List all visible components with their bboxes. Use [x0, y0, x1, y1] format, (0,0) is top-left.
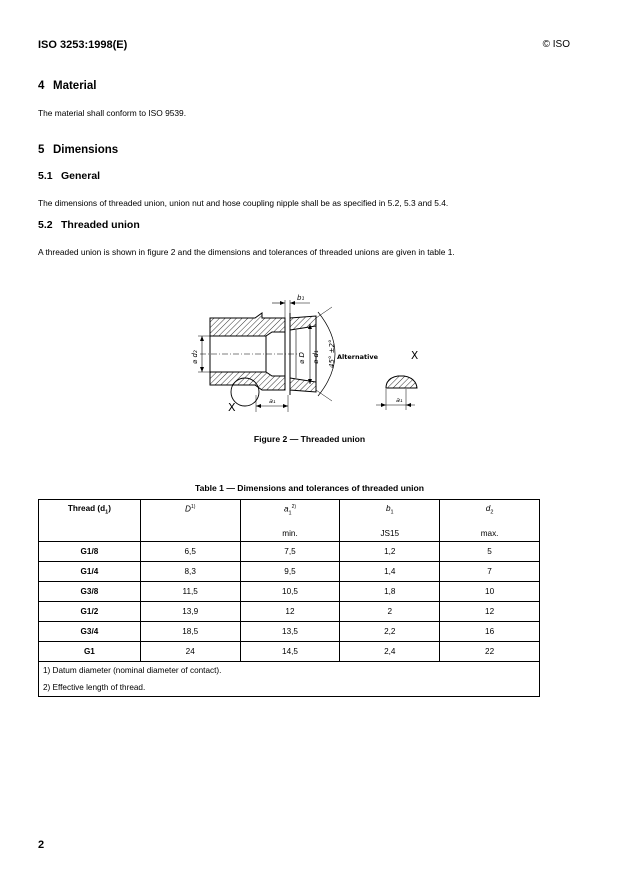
copyright: © ISO [542, 39, 570, 50]
table-row [39, 642, 540, 662]
threaded-union-drawing [0, 0, 619, 430]
label-alternative: Alternative [337, 353, 378, 361]
cell-d2: 22 [440, 642, 540, 662]
label-D: ⌀ D [298, 352, 306, 364]
header-D-text: D [185, 504, 191, 514]
table-note-1: 1) Datum diameter (nominal diameter of contact). [39, 662, 540, 680]
header-a1-text: a [283, 504, 289, 514]
cell-thread: G1/2 [39, 602, 141, 622]
cell-a1: 13,5 [240, 622, 340, 642]
table-row [39, 562, 540, 582]
header-b1 [340, 500, 440, 526]
cell-d2: 10 [440, 582, 540, 602]
section-4-text: The material shall conform to ISO 9539. [38, 108, 187, 118]
cell-d2: 5 [440, 542, 540, 562]
label-alt-a1: a₁ [396, 396, 403, 404]
header-D-note: 1) [190, 504, 196, 510]
section-title: Material [53, 80, 97, 92]
cell-d2: 7 [440, 562, 540, 582]
dimensions-table [38, 499, 540, 697]
cell-D: 6,5 [140, 542, 240, 562]
table-note-row [39, 662, 540, 680]
cell-b1: 1,8 [340, 582, 440, 602]
cell-D: 8,3 [140, 562, 240, 582]
cell-thread: G3/4 [39, 622, 141, 642]
label-d1: ⌀ d₁ [312, 350, 320, 364]
section-number: 5.1 [38, 170, 53, 182]
cell-thread: G1/4 [39, 562, 141, 582]
cell-b1: 2,2 [340, 622, 440, 642]
cell-b1: 1,2 [340, 542, 440, 562]
table-caption: Table 1 — Dimensions and tolerances of threaded union [194, 483, 425, 493]
header-a1-note: 2) [291, 504, 297, 510]
subheader-b1: JS15 [340, 525, 440, 542]
cell-D: 13,9 [140, 602, 240, 622]
cell-b1: 2 [340, 602, 440, 622]
header-d2-sub: 2 [490, 509, 494, 516]
cell-b1: 1,4 [340, 562, 440, 582]
section-number: 5 [38, 144, 45, 156]
section-number: 5.2 [38, 219, 53, 231]
table-row [39, 622, 540, 642]
section-title: Dimensions [53, 144, 119, 156]
header-D [140, 500, 240, 526]
cell-thread: G1 [39, 642, 141, 662]
cell-D: 24 [140, 642, 240, 662]
label-x: X [228, 401, 236, 414]
header-thread [39, 500, 141, 526]
header-d2 [440, 500, 540, 526]
subheader-a1: min. [240, 525, 340, 542]
header-thread-sub: 1 [105, 509, 109, 516]
cell-thread: G1/8 [39, 542, 141, 562]
label-d2: ⌀ d₂ [191, 350, 199, 364]
section-title: Threaded union [61, 219, 140, 231]
table-subheader-row [39, 525, 540, 542]
cell-D: 11,5 [140, 582, 240, 602]
header-thread-close: ) [108, 504, 111, 513]
table-row [39, 542, 540, 562]
table-note-2: 2) Effective length of thread. [39, 679, 540, 697]
label-angle: 45° ±2° [328, 339, 336, 368]
section-title: General [61, 170, 101, 182]
header-d2-text: d [485, 504, 491, 513]
section-5-2-text: A threaded union is shown in figure 2 and the dimensions and tolerances of threaded unions are given in table 1. [38, 247, 455, 257]
cell-a1: 10,5 [240, 582, 340, 602]
subheader-thread [39, 525, 141, 542]
cell-a1: 9,5 [240, 562, 340, 582]
page-number: 2 [38, 839, 45, 851]
header-b1-text: b [385, 504, 391, 513]
table-row [39, 602, 540, 622]
document-id: ISO 3253:1998(E) [38, 39, 128, 51]
label-alternative-x: X [411, 350, 419, 362]
subheader-d2: max. [440, 525, 540, 542]
table-header-row [39, 500, 540, 526]
header-a1-sub: 1 [288, 510, 292, 517]
table-row [39, 582, 540, 602]
label-b1: b₁ [297, 294, 305, 302]
header-thread-text: Thread (d [67, 504, 106, 513]
figure-caption: Figure 2 — Threaded union [253, 434, 366, 444]
section-number: 4 [38, 80, 45, 92]
cell-D: 18,5 [140, 622, 240, 642]
cell-a1: 7,5 [240, 542, 340, 562]
alternative-detail [376, 376, 417, 410]
label-a1: a₁ [269, 397, 276, 405]
cell-a1: 12 [240, 602, 340, 622]
cell-b1: 2,4 [340, 642, 440, 662]
header-a1 [240, 500, 340, 526]
subheader-D [140, 525, 240, 542]
section-5-1-text: The dimensions of threaded union, union nut and hose coupling nipple shall be as specified in 5.2, 5.3 and 5.4. [38, 198, 449, 208]
cell-d2: 12 [440, 602, 540, 622]
cell-a1: 14,5 [240, 642, 340, 662]
header-b1-sub: 1 [390, 509, 394, 516]
cell-d2: 16 [440, 622, 540, 642]
table-note-row [39, 679, 540, 697]
cell-thread: G3/8 [39, 582, 141, 602]
